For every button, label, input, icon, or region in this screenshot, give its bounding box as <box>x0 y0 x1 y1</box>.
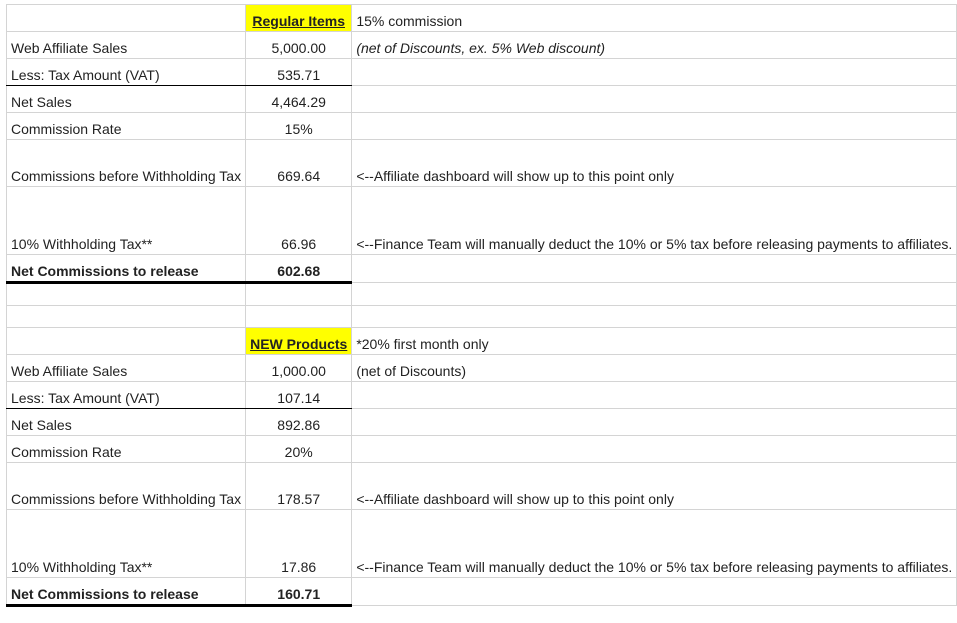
row-value[interactable]: 535.71 <box>246 59 352 86</box>
row-note[interactable]: <--Affiliate dashboard will show up to this point only <box>352 463 957 510</box>
cell-empty[interactable] <box>246 283 352 306</box>
table-row <box>7 59 957 86</box>
table-row <box>7 187 957 255</box>
row-note[interactable] <box>352 255 957 283</box>
row-value[interactable]: 1,000.00 <box>246 355 352 382</box>
row-note[interactable]: (net of Discounts) <box>352 355 957 382</box>
row-note[interactable]: (net of Discounts, ex. 5% Web discount) <box>352 32 957 59</box>
table-row <box>7 32 957 59</box>
cell-empty[interactable] <box>7 306 246 328</box>
row-label[interactable]: Net Commissions to release <box>7 255 246 283</box>
blank-row <box>7 283 957 306</box>
row-value[interactable]: 178.57 <box>246 463 352 510</box>
table-row <box>7 113 957 140</box>
table-row <box>7 382 957 409</box>
row-note[interactable]: <--Affiliate dashboard will show up to this point only <box>352 140 957 187</box>
table-row <box>7 510 957 578</box>
row-label[interactable]: Commission Rate <box>7 436 246 463</box>
row-value[interactable]: 892.86 <box>246 409 352 436</box>
row-label[interactable]: Web Affiliate Sales <box>7 32 246 59</box>
section2-header-row <box>7 328 957 355</box>
row-note[interactable] <box>352 59 957 86</box>
row-label[interactable]: Net Sales <box>7 86 246 113</box>
row-label[interactable]: Commission Rate <box>7 113 246 140</box>
row-note[interactable] <box>352 382 957 409</box>
row-label[interactable]: Net Commissions to release <box>7 578 246 606</box>
section1-header-note[interactable]: 15% commission <box>352 5 957 32</box>
cell-empty[interactable] <box>352 283 957 306</box>
row-note[interactable] <box>352 409 957 436</box>
row-value[interactable]: 20% <box>246 436 352 463</box>
table-row <box>7 355 957 382</box>
table-row <box>7 409 957 436</box>
blank-row <box>7 306 957 328</box>
table-row <box>7 140 957 187</box>
table-row <box>7 436 957 463</box>
table-row <box>7 86 957 113</box>
row-value[interactable]: 17.86 <box>246 510 352 578</box>
row-value[interactable]: 4,464.29 <box>246 86 352 113</box>
row-note[interactable]: <--Finance Team will manually deduct the 10% or 5% tax before releasing payments to affiliates. <box>352 187 957 255</box>
row-label[interactable]: Commissions before Withholding Tax <box>7 140 246 187</box>
table-row-total <box>7 255 957 283</box>
row-value[interactable]: 602.68 <box>246 255 352 283</box>
row-value[interactable]: 5,000.00 <box>246 32 352 59</box>
cell-empty[interactable] <box>352 306 957 328</box>
row-label[interactable]: Web Affiliate Sales <box>7 355 246 382</box>
row-value[interactable]: 107.14 <box>246 382 352 409</box>
row-note[interactable] <box>352 86 957 113</box>
section1-header[interactable]: Regular Items <box>246 5 352 32</box>
section2-header[interactable]: NEW Products <box>246 328 352 355</box>
table-row-total <box>7 578 957 606</box>
row-label[interactable]: Net Sales <box>7 409 246 436</box>
row-value[interactable]: 15% <box>246 113 352 140</box>
cell-empty[interactable] <box>7 283 246 306</box>
row-value[interactable]: 66.96 <box>246 187 352 255</box>
row-note[interactable] <box>352 578 957 606</box>
section1-header-row <box>7 5 957 32</box>
row-note[interactable]: <--Finance Team will manually deduct the 10% or 5% tax before releasing payments to affiliates. <box>352 510 957 578</box>
row-note[interactable] <box>352 113 957 140</box>
row-value[interactable]: 669.64 <box>246 140 352 187</box>
row-note[interactable] <box>352 436 957 463</box>
section2-header-note[interactable]: *20% first month only <box>352 328 957 355</box>
row-value[interactable]: 160.71 <box>246 578 352 606</box>
row-label[interactable]: Commissions before Withholding Tax <box>7 463 246 510</box>
commission-spreadsheet <box>6 4 957 607</box>
cell-empty[interactable] <box>7 5 246 32</box>
cell-empty[interactable] <box>7 328 246 355</box>
table-row <box>7 463 957 510</box>
row-label[interactable]: Less: Tax Amount (VAT) <box>7 382 246 409</box>
row-label[interactable]: 10% Withholding Tax** <box>7 510 246 578</box>
row-label[interactable]: 10% Withholding Tax** <box>7 187 246 255</box>
row-label[interactable]: Less: Tax Amount (VAT) <box>7 59 246 86</box>
cell-empty[interactable] <box>246 306 352 328</box>
